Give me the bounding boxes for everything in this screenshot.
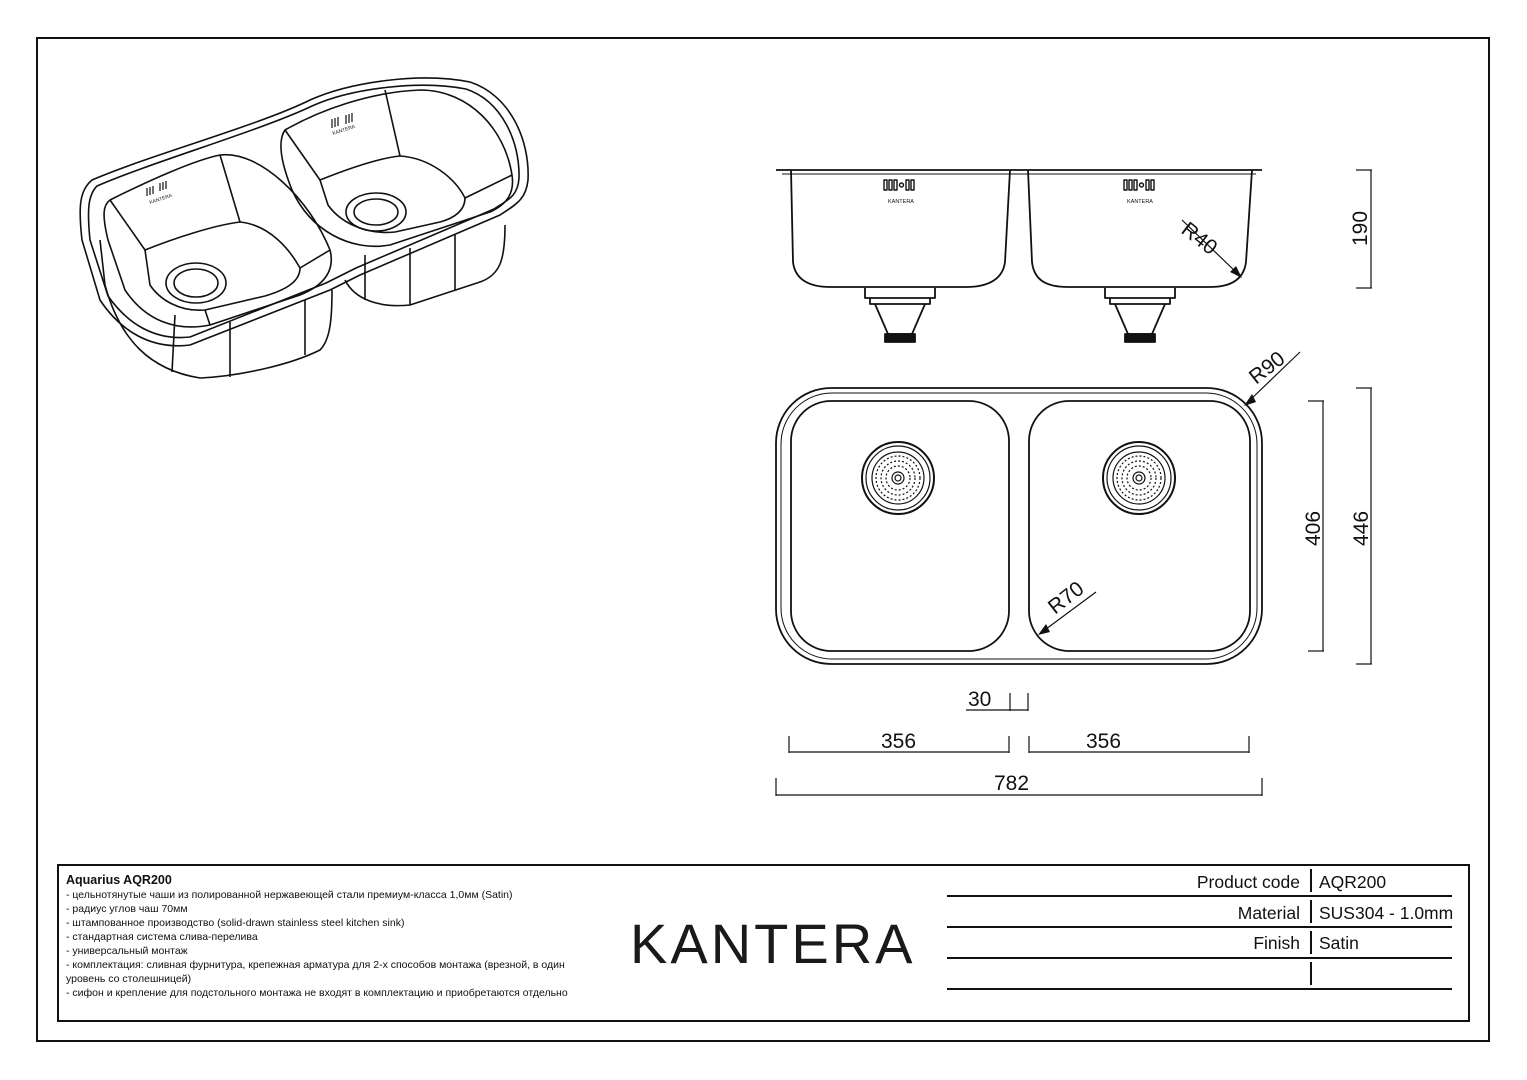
front-left-stamp: KANTERA	[888, 199, 914, 205]
top-left-bowl	[791, 401, 1009, 651]
front-left-drain-collar	[865, 288, 935, 298]
feature-line: - цельнотянутые чаши из полированной нержавеющей стали премиум-класса 1,0мм (Satin)	[66, 889, 513, 901]
top-left-drain	[862, 442, 934, 514]
dim-r70-label: R70	[1043, 577, 1089, 619]
iso-right-bowl-wall-3	[465, 175, 512, 198]
dim-r40-label: R40	[1176, 217, 1222, 260]
dim-30-label: 30	[968, 688, 992, 711]
finish-value: Satin	[1319, 933, 1359, 953]
front-left-drain-cone	[875, 304, 925, 334]
dim-r90-label: R90	[1244, 347, 1290, 389]
product-code-value: AQR200	[1319, 872, 1387, 892]
product-description	[66, 873, 586, 1000]
iso-left-bowl-floor	[145, 222, 300, 310]
product-code-label: Product code	[1196, 872, 1300, 892]
iso-left-skirt	[100, 240, 332, 378]
top-view	[776, 352, 1372, 796]
feature-line: - сифон и крепление для подстольного монтажа не входят в комплектацию и приобретаются отдельно	[66, 987, 568, 999]
iso-left-bowl-wall-2	[220, 155, 240, 222]
feature-line: - штампованное производство (solid-drawn stainless steel kitchen sink)	[66, 917, 405, 929]
dim-782-label: 782	[994, 772, 1030, 795]
dim-446-label: 446	[1350, 510, 1373, 546]
iso-right-bowl-rim	[281, 90, 513, 246]
feature-line: - универсальный монтаж	[66, 945, 188, 957]
r70-arrow-icon	[1038, 624, 1050, 635]
front-right-drain-cone	[1115, 304, 1165, 334]
iso-left-skirt-rib-1	[172, 315, 175, 372]
dim-356-left-label: 356	[881, 730, 917, 753]
isometric-view	[80, 78, 528, 378]
iso-left-bowl-wall-1	[110, 200, 145, 250]
brand-logo: KANTERA	[630, 912, 916, 975]
iso-right-drain-inner	[354, 199, 398, 225]
front-right-bowl	[1028, 170, 1252, 287]
iso-left-bowl-wall-4	[205, 310, 210, 325]
iso-left-drain-inner	[174, 269, 218, 297]
finish-label: Finish	[1253, 933, 1300, 953]
dim-356-right-label: 356	[1086, 730, 1122, 753]
product-name: Aquarius AQR200	[66, 873, 172, 887]
top-right-drain	[1103, 442, 1175, 514]
iso-right-skirt	[345, 225, 505, 306]
iso-outer-rim	[80, 78, 528, 346]
front-view	[776, 170, 1372, 342]
material-value: SUS304 - 1.0mm	[1319, 903, 1454, 923]
front-left-overflow-icon	[884, 180, 914, 190]
feature-line: - комплектация: сливная фурнитура, крепежная арматура для 2-х способов монтажа (врезной, в один уровень со столешницей)	[66, 959, 565, 985]
iso-right-bowl-wall-1	[285, 130, 320, 180]
front-right-drain-nut	[1125, 334, 1155, 342]
iso-left-bowl-wall-3	[300, 250, 330, 268]
front-left-drain-nut	[885, 334, 915, 342]
dim-190-label: 190	[1349, 210, 1372, 246]
front-right-stamp: KANTERA	[1127, 199, 1153, 205]
front-left-bowl	[791, 170, 1010, 287]
iso-left-stamp: KANTERA	[148, 192, 174, 206]
feature-line: - радиус углов чаш 70мм	[66, 903, 188, 915]
top-outer-rim-inner	[781, 393, 1257, 659]
feature-line: - стандартная система слива-перелива	[66, 931, 258, 943]
iso-right-bowl-wall-2	[385, 90, 400, 156]
front-right-drain-collar	[1105, 288, 1175, 298]
dim-406-label: 406	[1302, 510, 1325, 546]
iso-right-stamp: KANTERA	[331, 123, 357, 137]
iso-left-overflow-icon	[147, 181, 166, 196]
material-label: Material	[1237, 903, 1300, 923]
front-right-overflow-icon	[1124, 180, 1154, 190]
top-outer-rim	[776, 388, 1262, 664]
